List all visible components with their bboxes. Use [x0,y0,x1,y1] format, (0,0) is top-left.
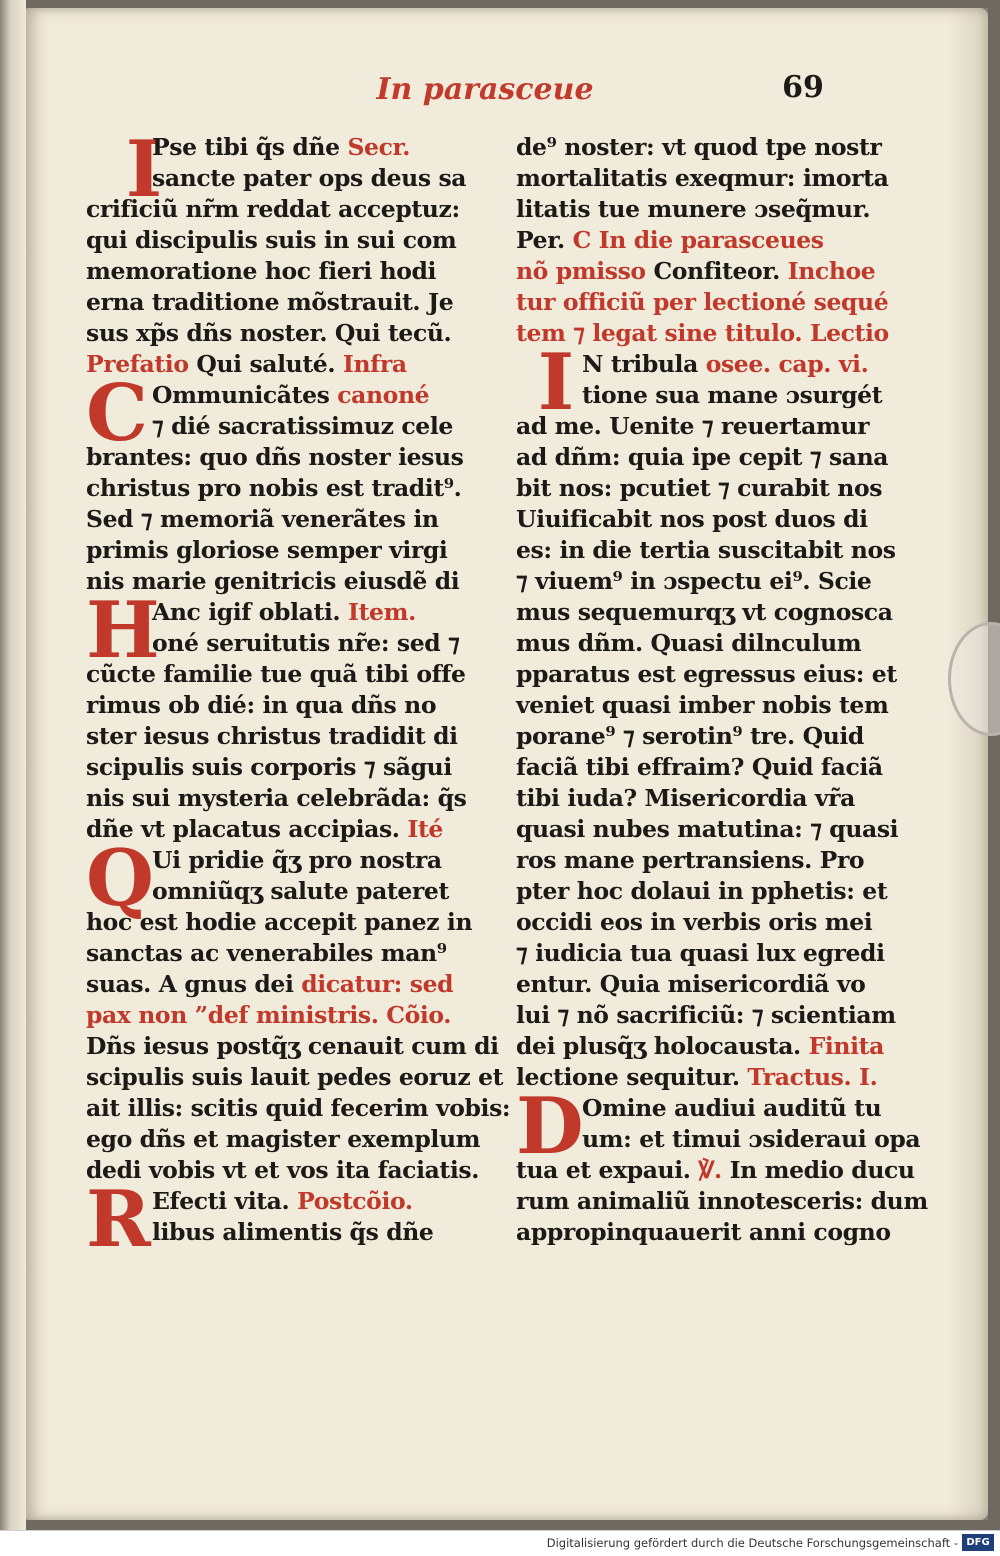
initial-letter: C [86,368,149,459]
text-line: libus alimentis q̃s dñe [152,1218,434,1246]
text-line: qui discipulis suis in sui com [86,226,457,254]
text-line: Anc igif oblati. Item. [152,598,416,626]
text-line: ait illis: scitis quid fecerim vobis: [86,1094,511,1122]
text-line: ⁊ viuem⁹ in ɔspectu ei⁹. Scie [516,567,872,595]
text-line: mortalitatis exeqmur: imorta [516,164,889,192]
text-line: es: in die tertia suscitabit nos [516,536,896,564]
text-line: nis sui mysteria celebrãda: q̃s [86,784,467,812]
rubric-line: nõ pmisso Confiteor. Inchoe [516,257,876,285]
footer-credit: Digitalisierung gefördert durch die Deutsche Forschungsgemeinschaft - [546,1536,958,1550]
rubric-line: suas. A gnus dei dicatur: sed [86,970,454,998]
text-line: occidi eos in verbis oris mei [516,908,873,936]
text-line: dedi vobis vt et vos ita faciatis. [86,1156,480,1184]
text-line: ⁊ iudicia tua quasi lux egredi [516,939,885,967]
paragraph [86,585,496,845]
text-line: tibi iuda? Misericordia vr̃a [516,784,855,812]
text-line: N tribula osee. cap. vi. [582,350,869,378]
text-line: ego dñs et magister exemplum [86,1125,481,1153]
paragraph [86,833,496,969]
initial-letter: D [516,1081,584,1172]
left-page-edge [0,0,26,1530]
text-line: tione sua mane ɔsurgét [582,381,883,409]
rubric-line: tur officiũ per lectioné sequé [516,288,889,316]
text-line: veniet quasi imber nobis tem [516,691,889,719]
rubric-line: tem ⁊ legat sine titulo. Lectio [516,319,889,347]
text-line: nis marie genitricis eiusdẽ di [86,567,460,595]
footer-bar [0,1530,1000,1556]
text-line: sus xp̃s dñs noster. Qui tecũ. [86,319,452,347]
text-line: scipulis suis corporis ⁊ sãgui [86,753,452,781]
initial-letter: I [537,337,575,428]
rubric-line: Per. C In die parasceues [516,226,824,254]
text-line: Dñs iesus postq̃ʒ cenauit cum di [86,1032,499,1060]
text-line: Efecti vita. Postcõio. [152,1187,413,1215]
text-line: Pse tibi q̃s dñe Secr. [152,133,411,161]
right-column [516,132,928,1248]
text-line: rimus ob dié: in qua dñs no [86,691,437,719]
text-line: quasi nubes matutina: ⁊ quasi [516,815,899,843]
paragraph [86,1174,496,1265]
text-line: sanctas ac venerabiles man⁹ [86,939,447,967]
text-line: de⁹ noster: vt quod tpe nostr [516,133,882,161]
text-line: ster iesus christus tradidit di [86,722,458,750]
text-line: ⁊ dié sacratissimuz cele [152,412,453,440]
text-line: lui ⁊ nõ sacrificiũ: ⁊ scientiam [516,1001,896,1029]
text-line: litatis tue munere ɔseq̃mur. [516,195,871,223]
text-line: brantes: quo dñs noster iesus [86,443,464,471]
left-column [86,124,511,1265]
text-line: porane⁹ ⁊ serotin⁹ tre. Quid [516,722,864,750]
initial-letter: R [86,1174,151,1265]
text-line: ad dñm: quia ipe cepit ⁊ sana [516,443,889,471]
text-line: dñe vt placatus accipias. Ité [86,815,443,843]
text-line: cũcte familie tue quã tibi offe [86,660,466,688]
text-line: lectione sequitur. Tractus. I. [516,1063,878,1091]
text-line: christus pro nobis est tradit⁹. [86,474,462,502]
text-line: mus dñm. Quasi dilnculum [516,629,862,657]
text-line: oné seruitutis nr̃e: sed ⁊ [152,629,460,657]
rubric-line: Prefatio Qui saluté. Infra [86,350,407,378]
rubric-line: pax non ”def ministris. Cõio. [86,1001,452,1029]
text-line: rum animaliũ innotesceris: dum [516,1187,928,1215]
text-line: faciã tibi effraim? Quid faciã [516,753,883,781]
page-shade [948,8,988,1520]
text-line: appropinquauerit anni cogno [516,1218,891,1246]
text-line: um: et timui ɔsideraui opa [582,1125,921,1153]
text-line: entur. Quia misericordiã vo [516,970,866,998]
text-line: ros mane pertransiens. Pro [516,846,865,874]
text-line: erna traditione mõstrauit. Je [86,288,454,316]
initial-letter: I [125,124,163,215]
text-line: crificiũ nr̃m reddat acceptuz: [86,195,460,223]
dfg-logo-icon: DFG [962,1534,994,1551]
text-line: primis gloriose semper virgi [86,536,448,564]
text-line: ad me. Uenite ⁊ reuertamur [516,412,870,440]
text-line: Ui pridie q̃ʒ pro nostra [152,846,442,874]
text-line: bit nos: pcutiet ⁊ curabit nos [516,474,883,502]
text-line: pparatus est egressus eius: et [516,660,897,688]
running-head: In parasceue [376,72,594,107]
text-line: Uiuificabit nos post duos di [516,505,868,533]
text-line: omniũqʒ salute pateret [152,877,449,905]
initial-letter: Q [86,833,154,924]
text-line: mus sequemurqʒ vt cognosca [516,598,893,626]
text-line: Ommunicãtes canoné [152,381,430,409]
text-line: memoratione hoc fieri hodi [86,257,437,285]
text-line: Omine audiui auditũ tu [582,1094,882,1122]
text-line: scipulis suis lauit pedes eoruz et [86,1063,504,1091]
paragraph [86,368,496,597]
paragraph [516,337,912,1093]
text-line: tua et expaui. ℣. In medio ducu [516,1156,915,1184]
initial-letter: H [86,585,160,676]
text-line: sancte pater ops deus sa [152,164,467,192]
text-line: hoc est hodie accepit panez in [86,908,473,936]
text-line: pter hoc dolaui in pphetis: et [516,877,888,905]
folio-number: 69 [782,70,824,105]
text-line: Sed ⁊ memoriã venerãtes in [86,505,439,533]
text-line: dei plusq̃ʒ holocausta. Finita [516,1032,884,1060]
